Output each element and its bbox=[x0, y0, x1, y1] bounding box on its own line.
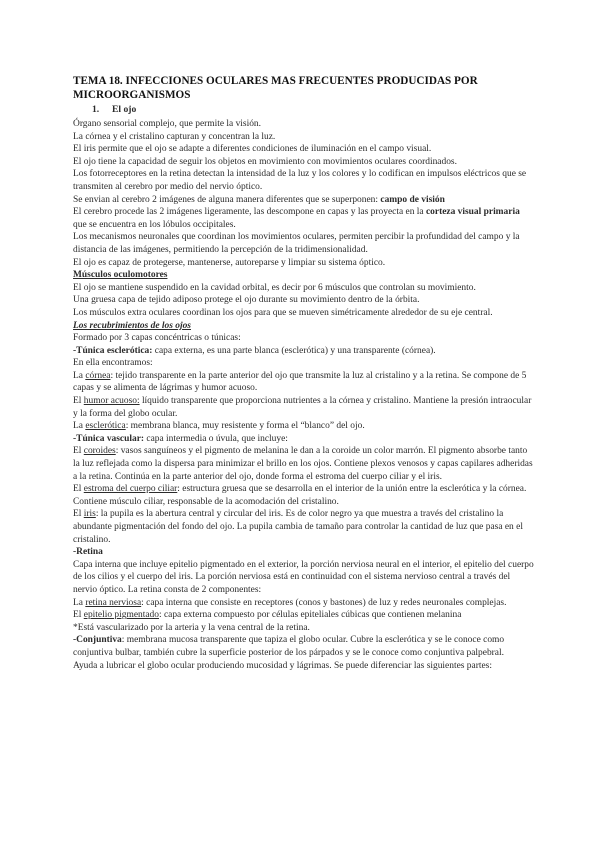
intro-paragraph: El iris permite que el ojo se adapte a diferentes condiciones de iluminación en el campo visual. bbox=[73, 144, 432, 155]
paragraph-text: La bbox=[73, 370, 86, 381]
document-page bbox=[73, 74, 535, 672]
paragraph-text: líquido transparente que proporciona nutrientes a la córnea y cristalino. Mantiene la presión intraocular y la forma del globo ocular. bbox=[73, 396, 532, 419]
bold-term: -Conjuntiva bbox=[73, 635, 122, 646]
bold-term: corteza visual primaria bbox=[425, 207, 520, 218]
paragraph-text: que se encuentra en los lóbulos occipitales. bbox=[73, 219, 236, 230]
coverings-intro: Formado por 3 capas concéntricas o túnicas: bbox=[73, 333, 241, 344]
underlined-term: iris bbox=[83, 509, 96, 520]
coverings-heading: Los recubrimientos de los ojos bbox=[73, 320, 191, 331]
underlined-term: humor acuoso: bbox=[83, 396, 140, 407]
intro-paragraph: Órgano sensorial complejo, que permite la visión. bbox=[73, 119, 262, 129]
humor-paragraph bbox=[73, 395, 535, 420]
nerve-retina-paragraph bbox=[73, 597, 535, 610]
retina-note: *Está vascularizado por la arteria y la vena central de la retina. bbox=[73, 622, 310, 633]
underlined-term: coroides bbox=[83, 446, 116, 457]
brain-paragraph bbox=[73, 194, 535, 207]
muscles-paragraph: El ojo se mantiene suspendido en la cavidad orbital, es decir por 6 músculos que controlan su movimiento. bbox=[73, 282, 476, 293]
conjunctiva-paragraph bbox=[73, 634, 535, 659]
section-heading-el-ojo bbox=[92, 104, 535, 117]
paragraph-text: capa intermedia o úvula, que incluye: bbox=[144, 433, 288, 444]
conjunctiva-tail: Ayuda a lubricar el globo ocular produciendo mucosidad y lágrimas. Se puede diferenciar las siguientes partes: bbox=[73, 660, 492, 671]
paragraph-text: : tejido transparente en la parte anterior del ojo que transmite la luz al cristalino y a la retina. Se compone de 5 capas y se alimenta de lágrimas y humor acuoso. bbox=[73, 370, 527, 394]
sclera-paragraph bbox=[73, 420, 535, 433]
cornea-paragraph bbox=[73, 370, 535, 395]
intro-paragraph: Los fotorreceptores en la retina detectan la intensidad de la luz y los colores y lo codifican en impulsos eléctricos que se transmiten al cerebro por medio del nervio óptico. bbox=[73, 169, 527, 192]
vascular-paragraph bbox=[73, 433, 535, 446]
sclerotic-paragraph bbox=[73, 345, 535, 358]
choroid-paragraph bbox=[73, 445, 535, 483]
paragraph-text: : la pupila es la abertura central y circular del iris. Es de color negro ya que muestra a través del cristalino la abundante pigmentación del fondo del ojo. La pupila cambia de tamaño para controlar la cantidad de luz que pasa en el cristalino. bbox=[73, 509, 523, 545]
ciliary-paragraph bbox=[73, 483, 535, 508]
pigment-epithelium-paragraph bbox=[73, 609, 535, 622]
paragraph-text: : capa externa compuesto por células epiteliales cúbicas que contienen melanina bbox=[158, 610, 462, 621]
paragraph-text: : estructura gruesa que se desarrolla en el interior de la unión entre la esclerótica y la córnea. Contiene músculo ciliar, responsable de la acomodación del cristalino. bbox=[73, 484, 527, 507]
retina-paragraph: Capa interna que incluye epitelio pigmentado en el exterior, la porción nerviosa neural en el interior, el epitelio del cuerpo de los cilios y el cuerpo del iris. La porción nerviosa está en continuidad con el sistema nervioso central a través del nervio óptico. La retina consta de 2 componentes: bbox=[73, 559, 534, 595]
underlined-term: estroma del cuerpo ciliar bbox=[83, 484, 178, 495]
bold-term: campo de visión bbox=[380, 194, 445, 205]
underlined-term: córnea bbox=[85, 370, 111, 381]
document-title: TEMA 18. INFECCIONES OCULARES MAS FRECUENTES PRODUCIDAS POR MICROORGANISMOS bbox=[73, 75, 478, 102]
neuro-paragraph: Los mecanismos neuronales que coordinan los movimientos oculares, permiten percibir la profundidad del campo y la distancia de las imágenes, permitiendo la percepción de la tridimensionalidad. bbox=[73, 232, 520, 255]
sclerotic-found: En ella encontramos: bbox=[73, 358, 153, 369]
paragraph-text: : capa interna que consiste en receptores (conos y bastones) de luz y redes neuronales complejas. bbox=[141, 597, 507, 608]
paragraph-text: La bbox=[73, 421, 86, 432]
neuro-paragraph: El ojo es capaz de protegerse, mantenerse, autoreparse y limpiar su sistema óptico. bbox=[73, 257, 386, 268]
paragraph-text: El bbox=[73, 446, 84, 457]
iris-paragraph bbox=[73, 508, 535, 546]
brain-paragraph bbox=[73, 206, 535, 231]
bold-term: -Túnica vascular: bbox=[73, 433, 145, 444]
paragraph-text: El bbox=[73, 484, 84, 495]
paragraph-text: El bbox=[73, 610, 84, 621]
paragraph-text: capa externa, es una parte blanca (esclerótica) y una transparente (córnea). bbox=[152, 345, 436, 356]
muscles-paragraph: Una gruesa capa de tejido adiposo protege el ojo durante su movimiento dentro de la órbita. bbox=[73, 295, 420, 306]
intro-paragraph: El ojo tiene la capacidad de seguir los objetos en movimiento con movimientos oculares coordinados. bbox=[73, 156, 457, 167]
paragraph-text: : membrana mucosa transparente que tapiza el globo ocular. Cubre la esclerótica y se le conoce como conjuntiva bulbar, también cubre la superficie posterior de los párpados y se le conoce como conjuntiva palpebral. bbox=[73, 635, 505, 658]
section-number: 1. bbox=[92, 104, 100, 116]
underlined-term: esclerótica bbox=[85, 421, 126, 432]
muscles-paragraph: Los músculos extra oculares coordinan los ojos para que se mueven simétricamente alrededor de su eje central. bbox=[73, 307, 493, 318]
paragraph-text: El bbox=[73, 509, 84, 520]
intro-paragraph: La córnea y el cristalino capturan y concentran la luz. bbox=[73, 131, 276, 142]
bold-term: -Túnica esclerótica: bbox=[73, 345, 153, 356]
paragraph-text: : vasos sanguíneos y el pigmento de melanina le dan a la coroide un color marrón. El pigmento absorbe tanto la luz reflejada como la dispersa para minimizar el brillo en los ojos. Contiene plexos venosos y capas capilares adheridas a la retina. Continúa en la parte anterior del ojo, donde forma el estroma del cuerpo ciliar y el iris. bbox=[73, 446, 533, 482]
muscles-heading: Músculos oculomotores bbox=[73, 270, 168, 281]
paragraph-text: El cerebro procede las 2 imágenes ligeramente, las descompone en capas y las proyecta en la bbox=[73, 207, 426, 218]
paragraph-text: El bbox=[73, 396, 84, 407]
section-title: El ojo bbox=[112, 104, 137, 116]
retina-heading: -Retina bbox=[73, 547, 103, 558]
paragraph-text: Se envian al cerebro 2 imágenes de alguna manera diferentes que se superponen: bbox=[73, 194, 381, 205]
paragraph-text: : membrana blanca, muy resistente y forma el “blanco” del ojo. bbox=[125, 421, 365, 432]
paragraph-text: La bbox=[73, 597, 86, 608]
underlined-term: retina nerviosa bbox=[85, 597, 142, 608]
underlined-term: epitelio pigmentado bbox=[83, 610, 159, 621]
